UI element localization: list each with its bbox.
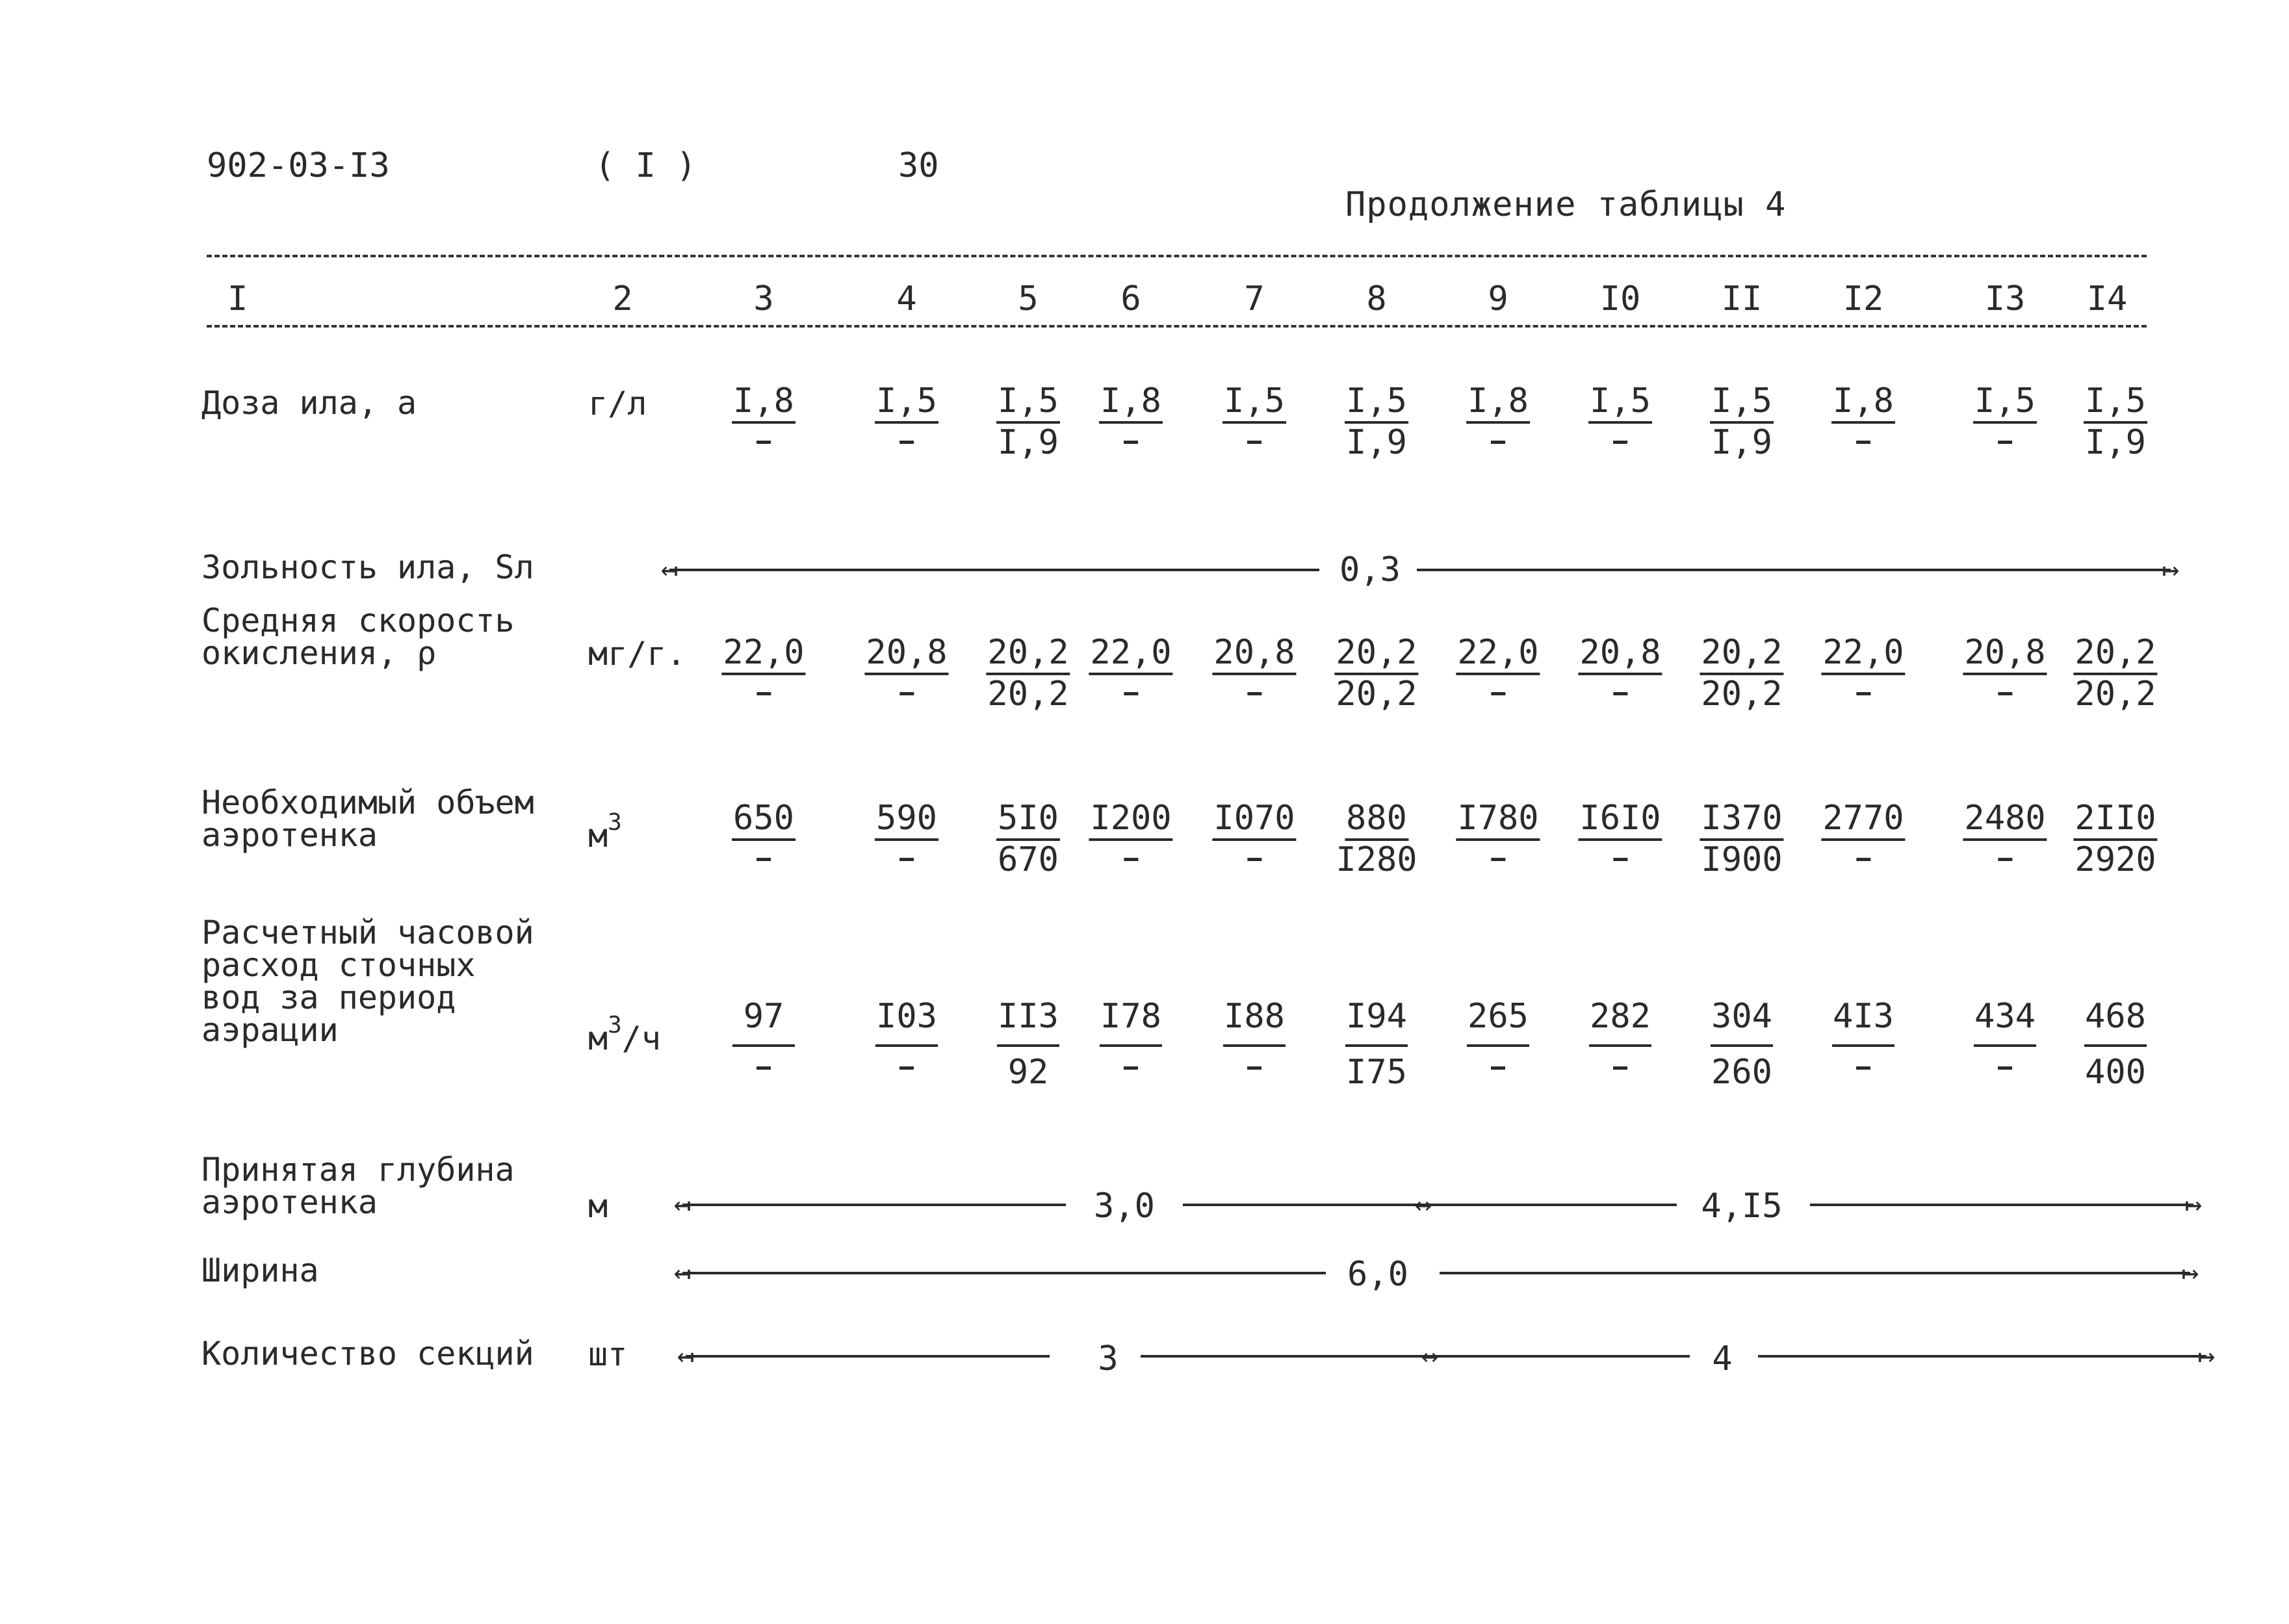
empty-value-dash bbox=[1856, 441, 1870, 444]
value-cell bbox=[1973, 382, 2037, 444]
fraction-bar bbox=[1345, 1044, 1408, 1047]
value-numerator: I780 bbox=[1456, 799, 1540, 841]
column-number: 6 bbox=[1120, 279, 1141, 318]
row-label-oxidation-rate bbox=[201, 602, 515, 672]
column-number: I4 bbox=[2086, 279, 2128, 318]
fraction-bar bbox=[1974, 1044, 2036, 1047]
empty-value-dash bbox=[1998, 858, 2012, 861]
span-line bbox=[669, 569, 1319, 571]
span-value: 3,0 bbox=[1087, 1187, 1161, 1226]
value-numerator: I,8 bbox=[1099, 382, 1163, 424]
empty-value-dash bbox=[1124, 692, 1138, 695]
unit-pieces: шт bbox=[588, 1335, 628, 1373]
column-number: 3 bbox=[753, 279, 774, 318]
value-cell bbox=[864, 634, 948, 695]
row-label-line: окисления, ρ bbox=[201, 634, 437, 672]
header-top-rule bbox=[207, 255, 2147, 257]
fraction-bar bbox=[1832, 1044, 1895, 1047]
row-label-line: аэрации bbox=[201, 1011, 339, 1049]
value-numerator: 2770 bbox=[1821, 799, 1905, 841]
empty-value-dash bbox=[1856, 692, 1870, 695]
empty-value-dash bbox=[757, 441, 771, 444]
value-numerator: 20,2 bbox=[2073, 634, 2157, 675]
column-number: 2 bbox=[612, 279, 633, 318]
row-label-line: Средняя скорость bbox=[201, 602, 515, 639]
row-label-line: Расчетный часовой bbox=[201, 914, 534, 951]
value-cell bbox=[1100, 998, 1162, 1070]
column-number: 5 bbox=[1018, 279, 1039, 318]
table-continuation-title: Продолжение таблицы 4 bbox=[1345, 185, 1787, 224]
value-denominator: 20,2 bbox=[1701, 675, 1783, 714]
value-cell bbox=[1212, 799, 1296, 861]
empty-value-dash bbox=[1856, 858, 1870, 861]
arrow-end-icon: ↦ bbox=[2181, 1256, 2199, 1289]
value-denominator: 20,2 bbox=[987, 675, 1069, 714]
empty-value-dash bbox=[1124, 441, 1138, 444]
value-cell bbox=[1456, 634, 1540, 695]
value-denominator: 400 bbox=[2085, 1053, 2146, 1092]
value-cell bbox=[732, 998, 795, 1070]
value-cell bbox=[1821, 799, 1905, 861]
span-line bbox=[1430, 1355, 1690, 1358]
span-line bbox=[1183, 1204, 1423, 1206]
row-label-width bbox=[201, 1254, 319, 1287]
fraction-bar bbox=[1100, 1044, 1162, 1047]
value-cell bbox=[1466, 382, 1530, 444]
row-label-sludge-ash bbox=[201, 548, 534, 586]
empty-value-dash bbox=[1613, 692, 1627, 695]
value-denominator: I,9 bbox=[998, 423, 1059, 462]
empty-value-dash bbox=[1998, 1066, 2012, 1070]
empty-value-dash bbox=[1856, 1066, 1870, 1070]
value-numerator: I,5 bbox=[1222, 382, 1286, 424]
row-label-depth bbox=[201, 1151, 515, 1221]
empty-value-dash bbox=[757, 692, 771, 695]
column-number: I0 bbox=[1599, 279, 1641, 318]
span-value: 6,0 bbox=[1341, 1255, 1415, 1294]
value-cell bbox=[1345, 998, 1408, 1091]
value-cell bbox=[1222, 382, 1286, 444]
value-cell bbox=[1589, 998, 1651, 1070]
span-line bbox=[1417, 569, 2171, 571]
row-label-required-volume bbox=[201, 784, 534, 854]
value-cell bbox=[1821, 634, 1905, 695]
unit-cubic-meters bbox=[588, 809, 622, 855]
value-numerator: 20,8 bbox=[1963, 634, 2047, 675]
value-numerator: I070 bbox=[1212, 799, 1296, 841]
value-denominator: I,9 bbox=[1711, 423, 1772, 462]
value-numerator: 22,0 bbox=[1821, 634, 1905, 675]
row-label-line: Количество секций bbox=[201, 1335, 534, 1373]
empty-value-dash bbox=[1247, 441, 1261, 444]
value-cell bbox=[2073, 634, 2157, 713]
value-numerator: I,5 bbox=[996, 382, 1060, 424]
span-value: 4 bbox=[1705, 1339, 1739, 1378]
empty-value-dash bbox=[1613, 441, 1627, 444]
value-numerator: 468 bbox=[2085, 997, 2146, 1036]
value-cell bbox=[875, 382, 938, 444]
column-number: II bbox=[1721, 279, 1763, 318]
header-bottom-rule bbox=[207, 325, 2147, 328]
value-numerator: I88 bbox=[1224, 997, 1285, 1036]
arrow-end-icon: ↦ bbox=[2162, 553, 2180, 586]
arrow-end-icon: ↦ bbox=[2197, 1339, 2216, 1373]
column-number: I3 bbox=[1984, 279, 2026, 318]
value-numerator: 2480 bbox=[1963, 799, 2047, 841]
row-label-line: вод за период bbox=[201, 979, 456, 1016]
value-cell bbox=[1345, 382, 1408, 461]
value-denominator: 670 bbox=[998, 840, 1059, 879]
value-cell bbox=[875, 998, 938, 1070]
value-cell bbox=[1336, 799, 1417, 879]
span-value: 4,I5 bbox=[1694, 1187, 1789, 1226]
arrow-start-icon: ↤ bbox=[660, 553, 679, 586]
value-cell bbox=[721, 634, 805, 695]
fraction-bar bbox=[1467, 1044, 1529, 1047]
document-code: 902-03-I3 bbox=[207, 146, 390, 185]
value-cell bbox=[1099, 382, 1163, 444]
span-line bbox=[1423, 1204, 1677, 1206]
value-numerator: 434 bbox=[1974, 997, 2036, 1036]
value-cell bbox=[732, 382, 795, 444]
value-numerator: I,8 bbox=[1466, 382, 1530, 424]
unit-exponent: 3 bbox=[608, 809, 622, 836]
span-line bbox=[1141, 1355, 1430, 1358]
unit-cubic-meters-per-hour bbox=[588, 1012, 662, 1057]
value-numerator: 20,8 bbox=[1578, 634, 1662, 675]
value-cell bbox=[1578, 799, 1662, 861]
value-numerator: 590 bbox=[875, 799, 938, 841]
value-numerator: 4I3 bbox=[1833, 997, 1894, 1036]
value-cell bbox=[1963, 799, 2047, 861]
empty-value-dash bbox=[899, 1066, 914, 1070]
value-denominator: I280 bbox=[1336, 840, 1417, 879]
value-cell bbox=[1223, 998, 1286, 1070]
unit-exponent: 3 bbox=[608, 1012, 622, 1038]
value-cell bbox=[732, 799, 795, 861]
empty-value-dash bbox=[1613, 858, 1627, 861]
value-cell bbox=[1974, 998, 2036, 1070]
row-label-line: аэротенка bbox=[201, 1183, 378, 1221]
value-denominator: 20,2 bbox=[1336, 675, 1417, 714]
span-line bbox=[682, 1272, 1326, 1274]
span-line bbox=[1810, 1204, 2193, 1206]
column-number: I bbox=[227, 279, 248, 318]
fraction-bar bbox=[997, 1044, 1059, 1047]
arrow-divider-icon: ↔ bbox=[1421, 1339, 1439, 1373]
empty-value-dash bbox=[899, 858, 914, 861]
value-denominator: I75 bbox=[1346, 1053, 1407, 1092]
value-numerator: 22,0 bbox=[1456, 634, 1540, 675]
value-cell bbox=[1467, 998, 1529, 1070]
fraction-bar bbox=[1223, 1044, 1286, 1047]
value-denominator: I,9 bbox=[2085, 423, 2146, 462]
arrow-start-icon: ↤ bbox=[677, 1339, 695, 1373]
value-numerator: 304 bbox=[1711, 997, 1772, 1036]
row-label-hourly-flow bbox=[201, 914, 534, 1049]
value-cell bbox=[1334, 634, 1418, 713]
value-numerator: I,5 bbox=[1710, 382, 1774, 424]
unit-tail: /ч bbox=[621, 1020, 662, 1057]
value-cell bbox=[1456, 799, 1540, 861]
empty-value-dash bbox=[1247, 692, 1261, 695]
value-denominator: 2920 bbox=[2075, 840, 2156, 879]
unit-depth: м bbox=[588, 1187, 608, 1225]
value-cell bbox=[1831, 382, 1895, 444]
row-label-sections bbox=[201, 1335, 534, 1373]
value-cell bbox=[1089, 799, 1172, 861]
column-number: 7 bbox=[1244, 279, 1265, 318]
value-cell bbox=[1212, 634, 1296, 695]
value-denominator: 260 bbox=[1711, 1053, 1772, 1092]
row-label-sludge-dose bbox=[201, 384, 417, 422]
row-label-line: Ширина bbox=[201, 1252, 319, 1289]
value-cell bbox=[1700, 634, 1783, 713]
fraction-bar bbox=[875, 1044, 938, 1047]
value-numerator: I,5 bbox=[1345, 382, 1408, 424]
value-numerator: I,5 bbox=[1973, 382, 2037, 424]
sheet-label: ( I ) bbox=[595, 146, 697, 185]
row-label-line: аэротенка bbox=[201, 816, 378, 854]
value-numerator: I,8 bbox=[732, 382, 795, 424]
value-numerator: I03 bbox=[876, 997, 937, 1036]
value-cell bbox=[2084, 998, 2147, 1091]
column-number: I2 bbox=[1843, 279, 1884, 318]
value-cell bbox=[997, 998, 1059, 1091]
empty-value-dash bbox=[1124, 1066, 1138, 1070]
empty-value-dash bbox=[1124, 858, 1138, 861]
value-cell bbox=[1710, 382, 1774, 461]
span-line bbox=[682, 1204, 1066, 1206]
row-label-line: Доза ила, а bbox=[201, 384, 417, 422]
fraction-bar bbox=[1589, 1044, 1651, 1047]
value-cell bbox=[1578, 634, 1662, 695]
value-numerator: I370 bbox=[1700, 799, 1783, 841]
row-label-line: Зольность ила, Sл bbox=[201, 548, 534, 586]
value-numerator: 880 bbox=[1345, 799, 1408, 841]
empty-value-dash bbox=[757, 1066, 771, 1070]
arrow-start-icon: ↤ bbox=[673, 1188, 692, 1221]
empty-value-dash bbox=[1247, 1066, 1261, 1070]
value-numerator: 22,0 bbox=[721, 634, 805, 675]
value-cell bbox=[986, 634, 1070, 713]
empty-value-dash bbox=[1491, 858, 1505, 861]
empty-value-dash bbox=[1998, 692, 2012, 695]
value-numerator: 20,2 bbox=[1700, 634, 1783, 675]
arrow-divider-icon: ↔ bbox=[1414, 1188, 1432, 1221]
page-number: 30 bbox=[898, 146, 939, 185]
empty-value-dash bbox=[899, 441, 914, 444]
value-numerator: 20,8 bbox=[864, 634, 948, 675]
value-numerator: I,5 bbox=[2084, 382, 2147, 424]
value-cell bbox=[1700, 799, 1783, 879]
span-line bbox=[686, 1355, 1050, 1358]
empty-value-dash bbox=[1491, 441, 1505, 444]
value-cell bbox=[1711, 998, 1773, 1091]
value-numerator: 5I0 bbox=[996, 799, 1060, 841]
unit-sludge-dose: г/л bbox=[588, 385, 647, 422]
fraction-bar bbox=[732, 1044, 795, 1047]
column-number: 9 bbox=[1488, 279, 1508, 318]
value-cell bbox=[996, 799, 1060, 879]
value-numerator: I,5 bbox=[875, 382, 938, 424]
value-cell bbox=[2084, 382, 2147, 461]
value-numerator: 22,0 bbox=[1089, 634, 1172, 675]
value-cell bbox=[1832, 998, 1895, 1070]
fraction-bar bbox=[2084, 1044, 2147, 1047]
row-label-line: расход сточных bbox=[201, 946, 476, 984]
unit-oxidation-rate: мг/г. bbox=[588, 635, 686, 673]
value-cell bbox=[1963, 634, 2047, 695]
value-numerator: 20,2 bbox=[986, 634, 1070, 675]
value-numerator: I,8 bbox=[1831, 382, 1895, 424]
value-cell bbox=[2073, 799, 2157, 879]
value-numerator: 97 bbox=[743, 997, 784, 1036]
value-numerator: I78 bbox=[1100, 997, 1161, 1036]
value-numerator: I6I0 bbox=[1578, 799, 1662, 841]
value-cell bbox=[996, 382, 1060, 461]
fraction-bar bbox=[1711, 1044, 1773, 1047]
value-numerator: II3 bbox=[998, 997, 1059, 1036]
span-value: 0,3 bbox=[1333, 550, 1407, 589]
empty-value-dash bbox=[1491, 1066, 1505, 1070]
empty-value-dash bbox=[1247, 858, 1261, 861]
column-number: 8 bbox=[1366, 279, 1387, 318]
span-line bbox=[1440, 1272, 2190, 1274]
value-numerator: 265 bbox=[1468, 997, 1529, 1036]
column-number: 4 bbox=[896, 279, 917, 318]
value-numerator: I,5 bbox=[1588, 382, 1652, 424]
value-cell bbox=[875, 799, 938, 861]
row-label-line: Принятая глубина bbox=[201, 1151, 515, 1189]
empty-value-dash bbox=[899, 692, 914, 695]
value-numerator: 20,8 bbox=[1212, 634, 1296, 675]
unit-base: м bbox=[588, 817, 608, 855]
value-denominator: I900 bbox=[1701, 840, 1783, 879]
value-cell bbox=[1588, 382, 1652, 444]
value-numerator: I94 bbox=[1346, 997, 1407, 1036]
value-numerator: 2II0 bbox=[2073, 799, 2157, 841]
value-cell bbox=[1089, 634, 1172, 695]
value-denominator: 20,2 bbox=[2075, 675, 2156, 714]
value-denominator: 92 bbox=[1007, 1053, 1049, 1092]
arrow-start-icon: ↤ bbox=[673, 1256, 692, 1289]
value-numerator: 20,2 bbox=[1334, 634, 1418, 675]
value-numerator: 282 bbox=[1590, 997, 1651, 1036]
row-label-line: Необходимый объем bbox=[201, 784, 534, 821]
unit-base: м bbox=[588, 1020, 608, 1057]
value-denominator: I,9 bbox=[1346, 423, 1407, 462]
span-line bbox=[1758, 1355, 2206, 1358]
empty-value-dash bbox=[757, 858, 771, 861]
arrow-end-icon: ↦ bbox=[2184, 1188, 2203, 1221]
value-numerator: I200 bbox=[1089, 799, 1172, 841]
empty-value-dash bbox=[1491, 692, 1505, 695]
span-value: 3 bbox=[1091, 1339, 1124, 1378]
empty-value-dash bbox=[1998, 441, 2012, 444]
value-numerator: 650 bbox=[732, 799, 795, 841]
empty-value-dash bbox=[1613, 1066, 1627, 1070]
